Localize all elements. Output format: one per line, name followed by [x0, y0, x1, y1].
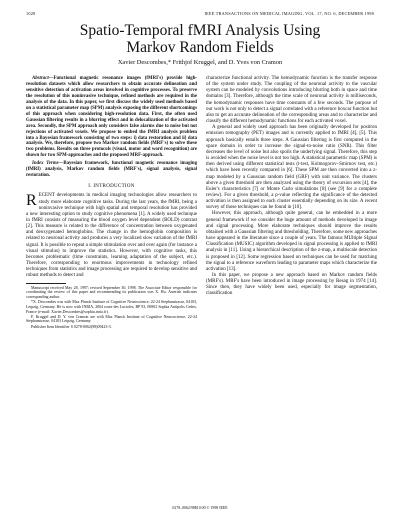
- abstract-label: Abstract—: [32, 76, 54, 81]
- author-list: Xavier Descombes,* Frithjof Kruggel, and D. Yves von Cramon: [117, 59, 283, 66]
- footnote: Publisher Item Identifier S 0278-0062(98)09423-3.: [31, 323, 112, 329]
- index-terms-text: Bayesian framework, functional magnetic resonance imaging (fMRI) analysis, Markov random fields (MRF's), signal analysis, signal restoration.: [26, 161, 197, 179]
- body-paragraph: In this paper, we propose a new approach based on Markov random fields (MRF's). MRF's have been introduced in image processing by Besag in 1974 [14]. Since then, they have widely been used, especially for image segmentation, classification: [206, 273, 377, 297]
- footnote-rule: [26, 283, 66, 284]
- title-line: Spatio-Temporal fMRI Analysis Using: [79, 22, 321, 39]
- body-paragraph: However, this approach, although quite general, can be embedded in a more general framework if we consider the huge amount of methods developed in image and signal processing. More elaborate techniques should improve the results obtained with a Gaussian filtering and thresholding. Therefore, some new approaches have appeared in the literature since a couple of years. The famous MUltiple SIgnal Classification (MUSIC) algorithm developed in signal processing is applied to fMRI analysis in [11]. Using a hierarchical description of the z-map, a multiscale detection is proposed in [12]. Some regression based on techniques can be used for matching the signal to a reference waveform leading to parameter maps which characterize the activation [13].: [206, 211, 377, 272]
- abstract: [26, 76, 197, 159]
- footnote: Manuscript received May 28, 1997; revised September 30, 1998. The Associate Editor responsible for coordinating the review of this paper and recommending its publication was X. Hu. Asterisk indicates corresponding author.: [26, 284, 197, 299]
- drop-cap: R: [26, 192, 37, 210]
- title-line: Markov Random Fields: [126, 39, 274, 56]
- footnote: F. Kruggel and D. Y. von Cramon are with Max Planck Institute of Cognitive Neuroscience, 22-24 Stephanstrasse, 04103 Leipzig, Germany.: [26, 313, 197, 324]
- intro-text: ECENT developments in medical imaging technologies allow researchers to study more elaborate cognitive tasks. During the last years, the fMRI, being a noninvasive technique with high spatial and temporal resolution has provided a new interesting option to study cognitive phenomena [1]. A widely used technique in fMRI consists of measuring the blood oxygen level dependent (BOLD) contrast [2]. This measure is related to the difference of concentration between oxygenated and deoxygenated hemoglobins. The change in the hemoglobin composition is related to neuronal activity and produces a very localized slow variation of the fMRI signal. It is possible to repeat a simple stimulation over and over again (for instance a visual stimulus) to improve the statistics. However, with cognitive tasks, this becomes problematic (time constraints, learning adaptation of the subject, etc.). Therefore, corresponding to enormous improvements in technology refined techniques from statistics and image processing are required to develop sensitive and robust methods to detect and: [26, 193, 197, 279]
- index-terms-label: Index Terms—: [32, 161, 64, 167]
- body-paragraph: A general and widely used approach has been originally developed for positron emission tomography (PET) images and is currently applied to fMRI [4], [5]. This approach basically entails three steps. A Gaussian filtering is first computed in the space domain in order to increase the signal-to-noise ratio (SNR). This filter decreases the level of noise but also spoils the underlying signal. Therefore, this step is avoided when the noise level is not too high. A statistical parametric map (SPM) is then derived using different statistical tests (t-test, Kolmogorov–Smirnov test, etc.) which have been recently compared in [6]. These SPM are then converted into a z-map modeled by a Gaussian random field (GRF) with unit variance. The clusters above a given threshold are then analyzed using the theory of excursion sets [4], the Euler's characteristics [7] or Monte Carlo simulations [8] (see [9] for a complete review). For a given threshold, a p-value reflecting the significance of the detected activation is then assigned to each cluster essentially depending on its size. A recent survey of those techniques can be found in [10].: [206, 125, 377, 211]
- body-paragraph: characterize functional activity. The hemodynamic function is the transfer response of the system under study. The coupling of the neuronal activity to the vascular system can be modeled by convolutions introducing blurring both in space and time domains [3]. Therefore, although the time scale of neuronal activity is milliseconds, the hemodynamic responses have time constants of a few seconds. The purpose of our work is not only to detect a signal correlated with a reference boxcar function but also to get an accurate delineation of the corresponding areas and to characterize and classify the different hemodynamic functions for each activated voxel.: [206, 76, 377, 125]
- intro-paragraph: [26, 193, 197, 279]
- section-heading: I. INTRODUCTION: [88, 184, 135, 190]
- left-column: [26, 76, 197, 329]
- right-column: [206, 76, 377, 298]
- running-header: [26, 11, 374, 19]
- copyright-footer: 0278–0062/98$10.00 © 1998 IEEE: [172, 506, 228, 510]
- abstract-text: Functional magnetic resonance images (fMRI's) provide high-resolution datasets which allow researchers to obtain accurate delineation and sensitive detection of activation areas involved in cognitive processes. To preserve the resolution of this noninvasive technique, refined methods are required in the analysis of the data. In this paper, we first discuss the widely used methods based on a statistical parameter map (SPM) analysis exposing the different shortcomings of this approach when considering high-resolution data. First, the often used Gaussian filtering results in a blurring effect and in delocalization of the activated area. Secondly, the SPM approach only considers false alarms due to noise but not rejections of activated voxels. We propose to embed the fMRI analysis problem into a Bayesian framework consisting of two steps: i) data restoration and ii) data analysis. We, therefore, propose two Markov random fields (MRF's) to solve these two problems. Results on three protocols (visual, motor and word recognition) are shown for two SPM-approaches and the proposed MRF-approach.: [26, 76, 197, 159]
- index-terms: [26, 161, 197, 179]
- page-number: 1028: [26, 11, 36, 16]
- paper-title: [0, 22, 400, 56]
- footnote: *X. Descombes was with Max Planck Institute of Cognitive Neuroscience, 22-24 Stephanstrasse, 04103, Leipzig, Germany. He is now with INRIA, 2004 route des Lucioles, BP 93, 06902 Sophia Antipolis Cedex, France (e-mail: Xavier.Descombes@sophia.inria.fr).: [26, 299, 197, 314]
- journal-header: IEEE TRANSACTIONS ON MEDICAL IMAGING, VOL. 17, NO. 6, DECEMBER 1998: [204, 11, 374, 16]
